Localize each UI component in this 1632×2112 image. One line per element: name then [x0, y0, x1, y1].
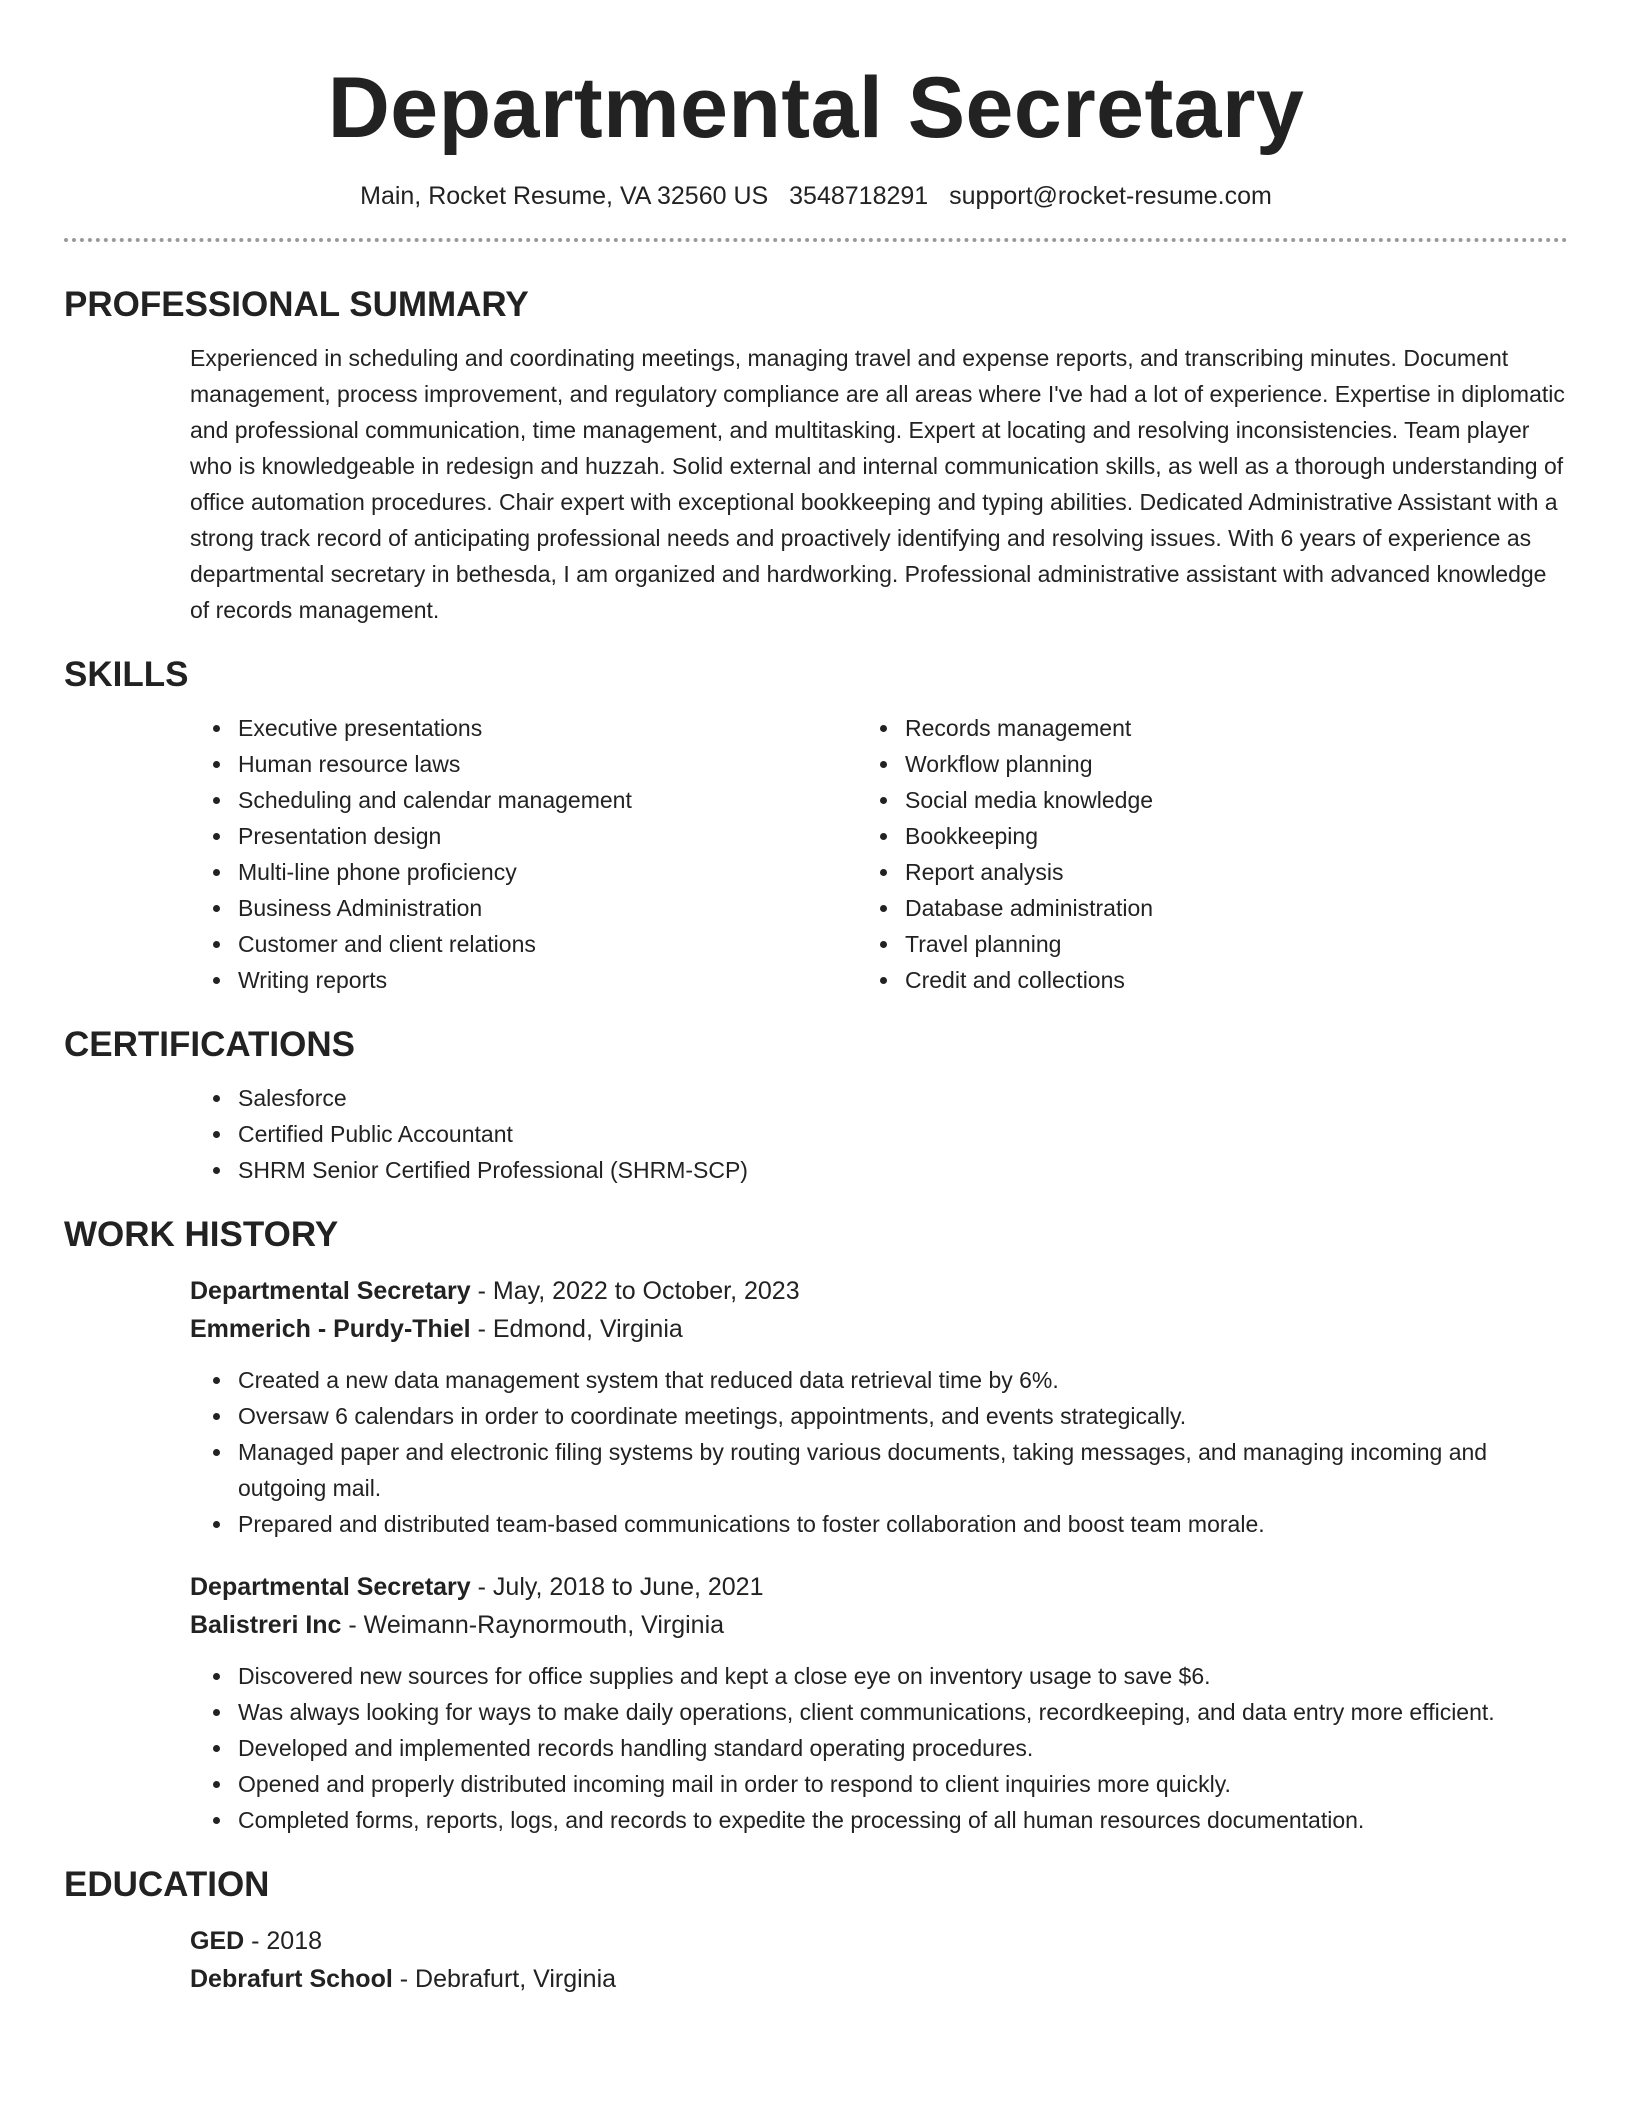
job-bullets [64, 1658, 1568, 1838]
job-bullets [64, 1362, 1568, 1542]
job-bullet: • Was always looking for ways to make daily operations, client communications, recordkeeping, and data entry more efficient. [234, 1694, 1568, 1730]
skills-columns [64, 710, 1568, 998]
summary-section [64, 284, 1568, 628]
resume-page [64, 0, 1568, 1998]
education-degree: GED [190, 1927, 245, 1955]
contact-phone: 3548718291 [789, 182, 929, 210]
skill-item: • Scheduling and calendar management [234, 782, 901, 818]
job-dates: - July, 2018 to June, 2021 [470, 1573, 764, 1601]
job-entry [64, 1568, 1568, 1838]
skill-item: • Report analysis [901, 854, 1568, 890]
education-year: - 2018 [244, 1927, 323, 1955]
job-company-line [190, 1310, 1568, 1348]
job-bullet: • Opened and properly distributed incoming mail in order to respond to client inquiries more quickly. [234, 1766, 1568, 1802]
skill-item: • Business Administration [234, 890, 901, 926]
skills-list-left [64, 710, 901, 998]
skills-title: SKILLS [64, 655, 189, 694]
education-location: - Debrafurt, Virginia [392, 1965, 617, 1993]
job-location: - Edmond, Virginia [470, 1315, 683, 1343]
job-role: Departmental Secretary [190, 1573, 471, 1601]
skill-item: • Writing reports [234, 962, 901, 998]
job-bullet: • Oversaw 6 calendars in order to coordinate meetings, appointments, and events strategically. [234, 1398, 1568, 1434]
certification-item: • Salesforce [234, 1080, 1568, 1116]
job-bullet: • Managed paper and electronic filing systems by routing various documents, taking messages, and managing incoming and outgoing mail. [234, 1434, 1568, 1506]
skill-item: • Presentation design [234, 818, 901, 854]
job-company: Balistreri Inc [190, 1611, 342, 1639]
education-title: EDUCATION [64, 1865, 270, 1904]
work-history-section [64, 1214, 1568, 1838]
job-bullet: • Prepared and distributed team-based communications to foster collaboration and boost team morale. [234, 1506, 1568, 1542]
skill-item: • Database administration [901, 890, 1568, 926]
certification-item: • Certified Public Accountant [234, 1116, 1568, 1152]
skill-item: • Records management [901, 710, 1568, 746]
contact-line [64, 180, 1568, 212]
skill-item: • Executive presentations [234, 710, 901, 746]
education-degree-line [190, 1922, 1568, 1960]
education-entry [64, 1922, 1568, 1998]
skill-item: • Human resource laws [234, 746, 901, 782]
skill-item: • Bookkeeping [901, 818, 1568, 854]
certification-item: • SHRM Senior Certified Professional (SHRM-SCP) [234, 1152, 1568, 1188]
job-bullet: • Discovered new sources for office supplies and kept a close eye on inventory usage to save $6. [234, 1658, 1568, 1694]
certifications-section [64, 1024, 1568, 1188]
skill-item: • Credit and collections [901, 962, 1568, 998]
work-history-title: WORK HISTORY [64, 1215, 339, 1254]
skill-item: • Social media knowledge [901, 782, 1568, 818]
resume-name: Departmental Secretary [327, 60, 1305, 156]
header-divider [64, 238, 1568, 242]
job-entry [64, 1272, 1568, 1542]
skill-item: • Workflow planning [901, 746, 1568, 782]
job-bullet: • Completed forms, reports, logs, and records to expedite the processing of all human resources documentation. [234, 1802, 1568, 1838]
skill-item: • Travel planning [901, 926, 1568, 962]
certifications-title: CERTIFICATIONS [64, 1025, 356, 1064]
contact-email: support@rocket-resume.com [949, 182, 1272, 210]
job-company: Emmerich - Purdy-Thiel [190, 1315, 471, 1343]
summary-title: PROFESSIONAL SUMMARY [64, 285, 529, 324]
contact-address: Main, Rocket Resume, VA 32560 US [360, 182, 769, 210]
skill-item: • Customer and client relations [234, 926, 901, 962]
summary-text: Experienced in scheduling and coordinating meetings, managing travel and expense reports, and transcribing minutes. Document management, process improvement, and regulatory compliance are all areas where I've had a lot of experience. Expertise in diplomatic and professional communication, time management, and multitasking. Expert at locating and resolving inconsistencies. Team player who is knowledgeable in redesign and huzzah. Solid external and internal communication skills, as well as a thorough understanding of office automation procedures. Chair expert with exceptional bookkeeping and typing abilities. Dedicated Administrative Assistant with a strong track record of anticipating professional needs and proactively identifying and resolving issues. With 6 years of experience as departmental secretary in bethesda, I am organized and hardworking. Professional administrative assistant with advanced knowledge of records management. [190, 345, 1565, 623]
job-dates: - May, 2022 to October, 2023 [470, 1277, 800, 1305]
skill-item: • Multi-line phone proficiency [234, 854, 901, 890]
education-school: Debrafurt School [190, 1965, 393, 1993]
skills-section [64, 654, 1568, 998]
job-location: - Weimann-Raynormouth, Virginia [341, 1611, 725, 1639]
education-school-line [190, 1960, 1568, 1998]
job-company-line [190, 1606, 1568, 1644]
job-title-line [190, 1568, 1568, 1606]
job-bullet: • Developed and implemented records handling standard operating procedures. [234, 1730, 1568, 1766]
skills-list-right [901, 710, 1568, 998]
job-role: Departmental Secretary [190, 1277, 471, 1305]
education-section [64, 1864, 1568, 1998]
job-title-line [190, 1272, 1568, 1310]
certifications-list [64, 1080, 1568, 1188]
job-bullet: • Created a new data management system that reduced data retrieval time by 6%. [234, 1362, 1568, 1398]
